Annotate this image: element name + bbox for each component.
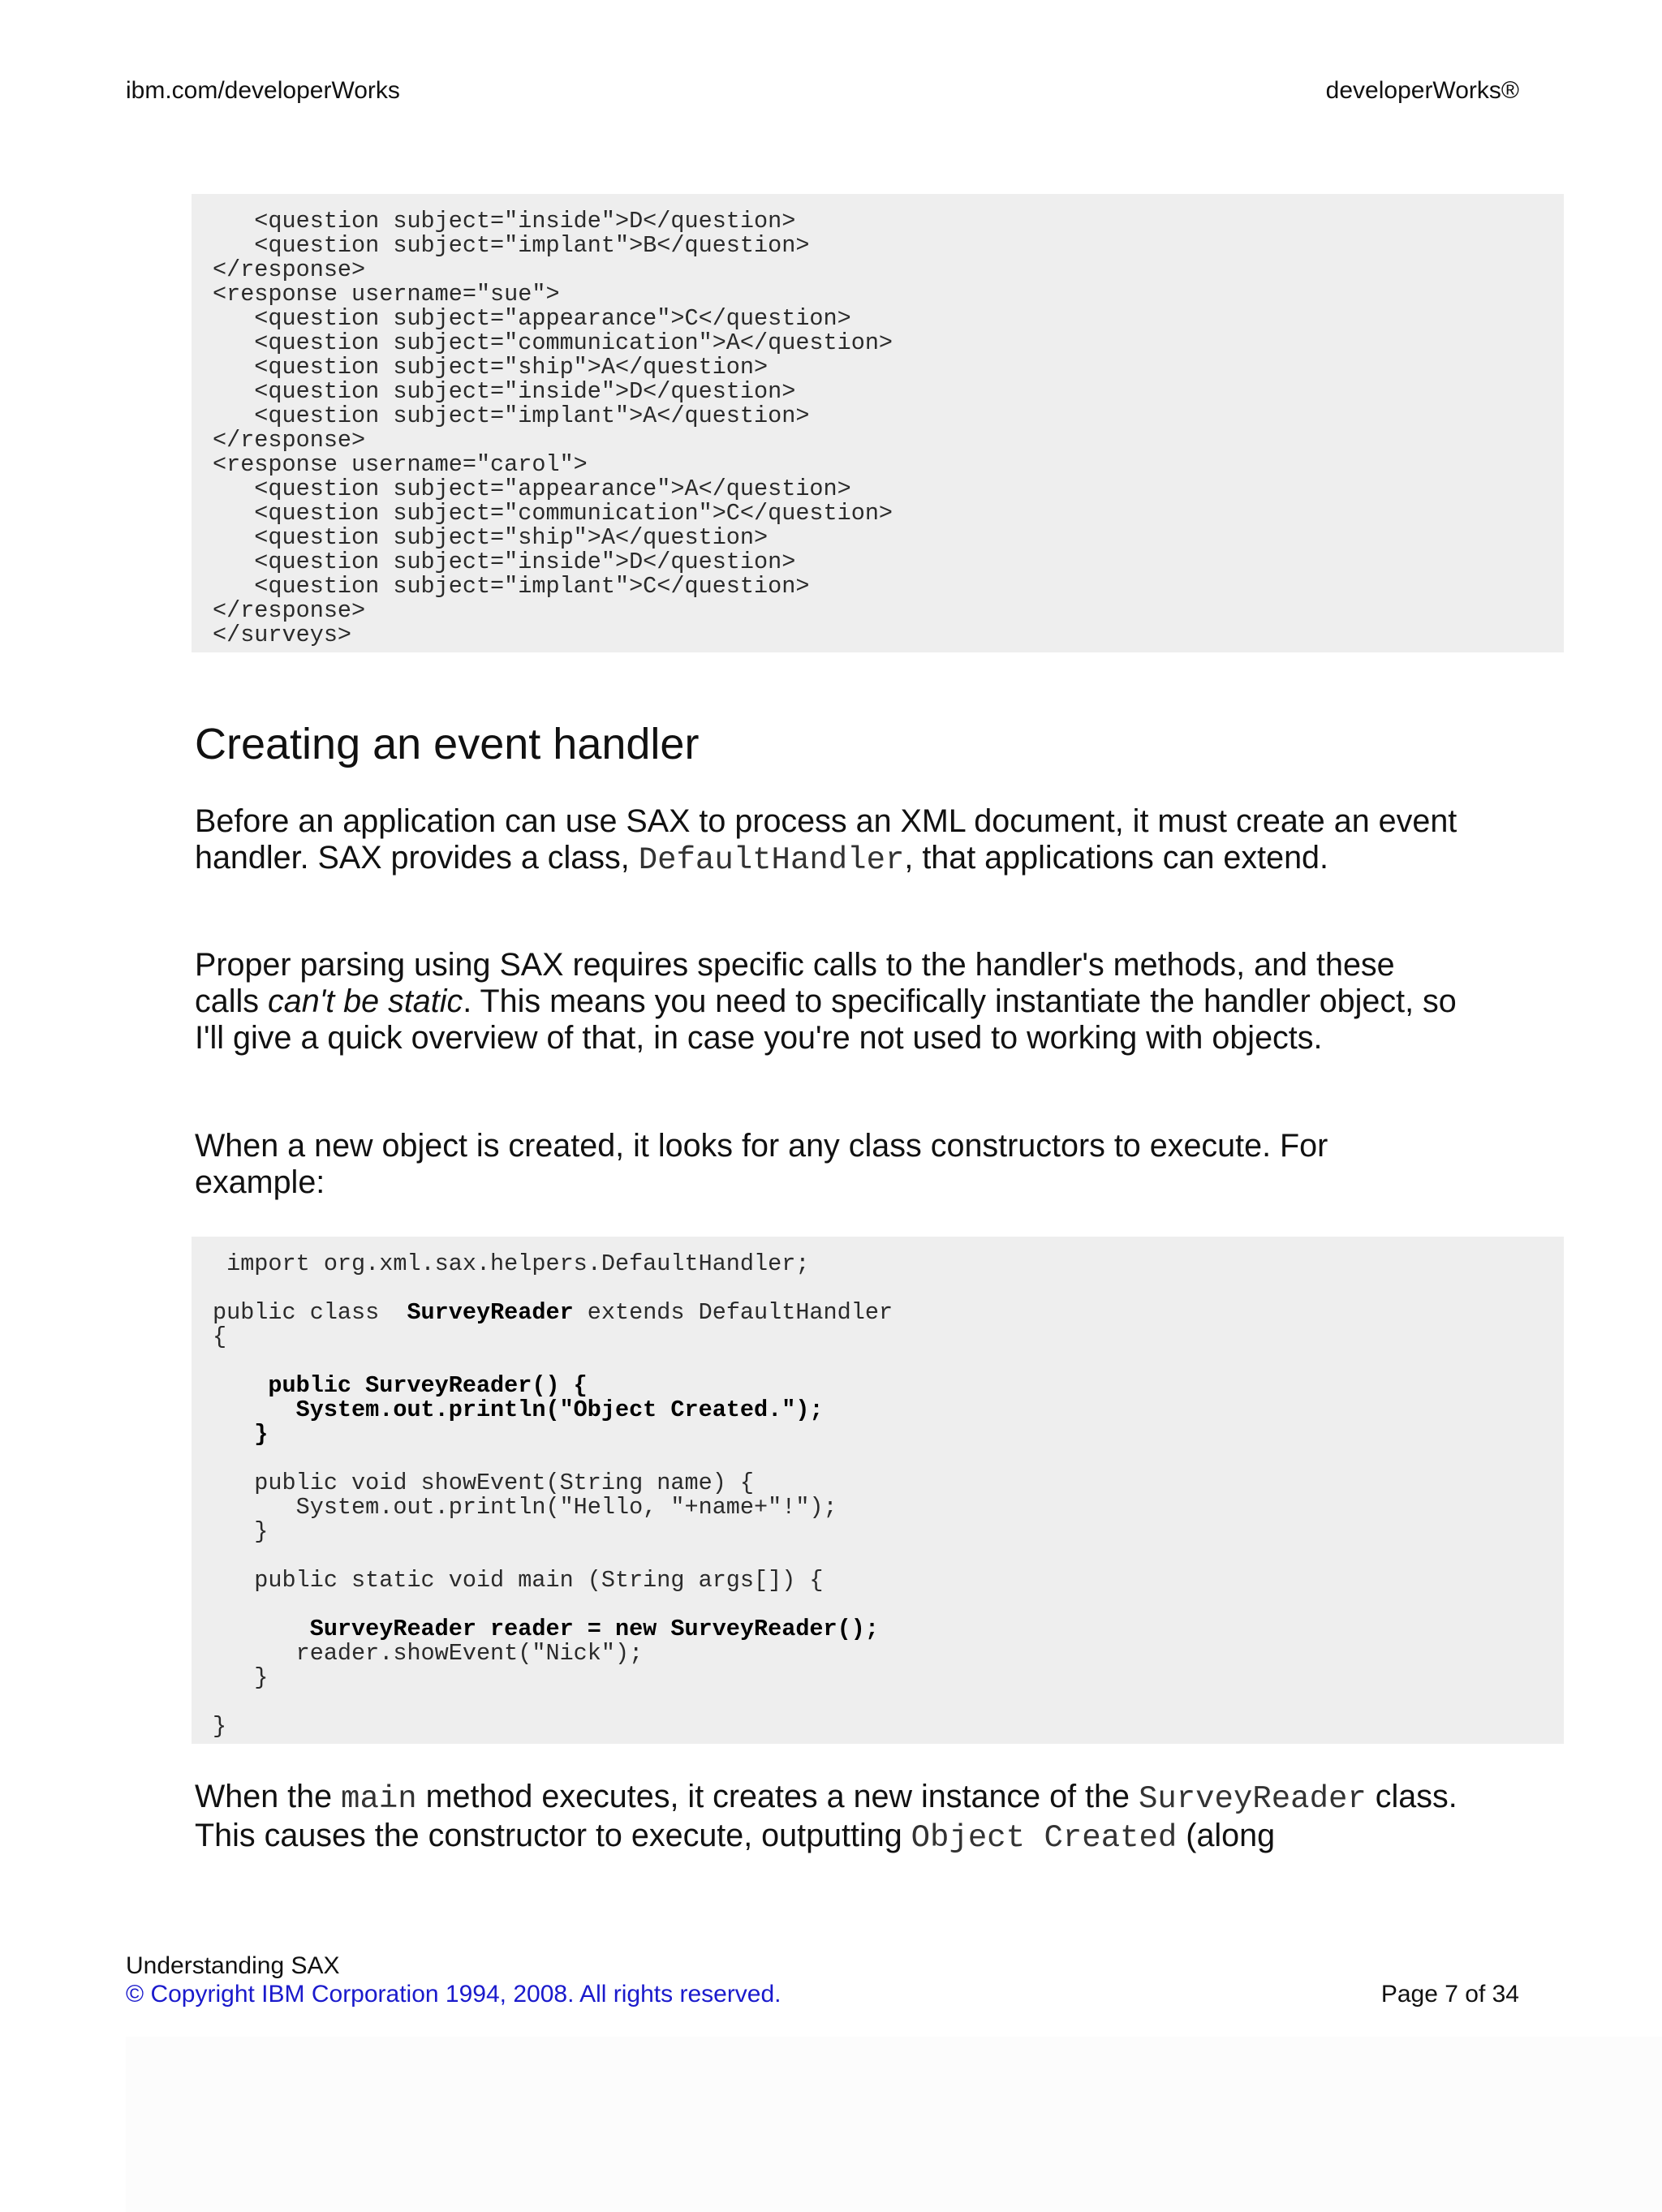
paragraph-text: (along — [1177, 1818, 1276, 1853]
paragraph-text: When the — [195, 1779, 342, 1814]
code-bold-text: SurveyReader — [407, 1299, 574, 1326]
code-line: <question subject="communication">A</question> — [213, 329, 893, 356]
section-title: Creating an event handler — [195, 720, 700, 768]
code-line: } — [213, 1713, 227, 1740]
code-blank-line — [213, 1276, 1564, 1301]
copyright-link[interactable]: © Copyright IBM Corporation 1994, 2008. All rights reserved. — [126, 1981, 781, 2008]
code-line — [213, 1301, 1564, 1325]
inline-code: main — [341, 1781, 417, 1817]
code-line: <question subject="ship">A</question> — [213, 524, 769, 551]
code-blank-line — [213, 1593, 1564, 1617]
code-line: } — [213, 1518, 269, 1545]
page-number: Page 7 of 34 — [1380, 1981, 1519, 2008]
code-line: <question subject="appearance">C</question> — [213, 305, 851, 332]
code-line: </response> — [213, 427, 366, 454]
code-line: <question subject="inside">D</question> — [213, 208, 796, 235]
code-blank-line — [213, 1447, 1564, 1471]
page-edge-shade — [126, 2037, 1662, 2212]
code-line: <question subject="appearance">A</question> — [213, 476, 851, 502]
code-line: public static void main (String args[]) { — [213, 1567, 824, 1594]
header-brand: developerWorks® — [1325, 77, 1519, 104]
code-line: reader.showEvent("Nick"); — [213, 1640, 644, 1667]
inline-code: DefaultHandler — [638, 842, 905, 878]
code-bold-text: SurveyReader reader = new SurveyReader(); — [213, 1616, 879, 1642]
code-line: System.out.println("Hello, "+name+"!"); — [213, 1494, 837, 1521]
paragraph-main-method — [195, 1779, 1461, 1857]
code-text: extends DefaultHandler — [573, 1299, 893, 1326]
paragraph-text: . This means you need to specifically instantiate the handler object, so I'll give a quick overview of that, in case you're not used to working with objects. — [195, 983, 1457, 1056]
code-line: <question subject="inside">D</question> — [213, 549, 796, 575]
paragraph-constructors: When a new object is created, it looks for any class constructors to execute. For example: — [195, 1128, 1328, 1200]
code-line: </surveys> — [213, 622, 352, 648]
code-line: } — [213, 1664, 269, 1691]
code-line: <response username="sue"> — [213, 281, 560, 308]
code-line: </response> — [213, 597, 366, 624]
code-text: public class — [213, 1299, 407, 1326]
emphasis-text: can't be static — [268, 983, 463, 1019]
paragraph-default-handler — [195, 803, 1461, 879]
code-line: public void showEvent(String name) { — [213, 1470, 755, 1496]
paragraph-text: Proper parsing using SAX requires specific calls to the handler's methods, and these calls — [195, 947, 1395, 1019]
code-line: <question subject="inside">D</question> — [213, 378, 796, 405]
code-bold-text: System.out.println("Object Created."); — [213, 1396, 824, 1423]
code-line: import org.xml.sax.helpers.DefaultHandler; — [213, 1250, 810, 1277]
code-line: <question subject="ship">A</question> — [213, 354, 769, 381]
code-line — [213, 1617, 1564, 1642]
code-line — [213, 1374, 1564, 1398]
paragraph-text: method executes, it creates a new instance of the — [416, 1779, 1139, 1814]
page-header — [126, 75, 1519, 107]
paragraph-text: class. This causes the constructor to execute, outputting — [195, 1779, 1457, 1853]
inline-code: Object Created — [911, 1820, 1178, 1856]
code-line: { — [213, 1323, 227, 1350]
java-code-listing — [192, 1237, 1564, 1744]
code-blank-line — [213, 1690, 1564, 1715]
code-line: <response username="carol"> — [213, 451, 588, 478]
header-site-link[interactable]: ibm.com/developerWorks — [126, 77, 400, 104]
code-blank-line — [213, 1349, 1564, 1374]
inline-code: SurveyReader — [1138, 1781, 1367, 1817]
xml-code-listing — [192, 194, 1564, 652]
code-line — [213, 1398, 1564, 1422]
code-line: <question subject="implant">B</question> — [213, 232, 810, 259]
code-line: <question subject="implant">A</question> — [213, 402, 810, 429]
paragraph-text: , that applications can extend. — [904, 840, 1328, 876]
code-bold-text: } — [213, 1421, 269, 1448]
code-line: <question subject="communication">C</question> — [213, 500, 893, 527]
footer-line — [126, 1981, 1519, 2008]
code-line: </response> — [213, 256, 366, 283]
paragraph-handler-methods — [195, 947, 1461, 1057]
footer-document-title: Understanding SAX — [126, 1952, 340, 1979]
code-line: <question subject="implant">C</question> — [213, 573, 810, 600]
code-line — [213, 1422, 1564, 1447]
paragraph-text: Before an application can use SAX to process an XML document, it must create an event handler. SAX provides a class, — [195, 803, 1457, 876]
code-blank-line — [213, 1544, 1564, 1569]
code-bold-text: public SurveyReader() { — [213, 1372, 588, 1399]
